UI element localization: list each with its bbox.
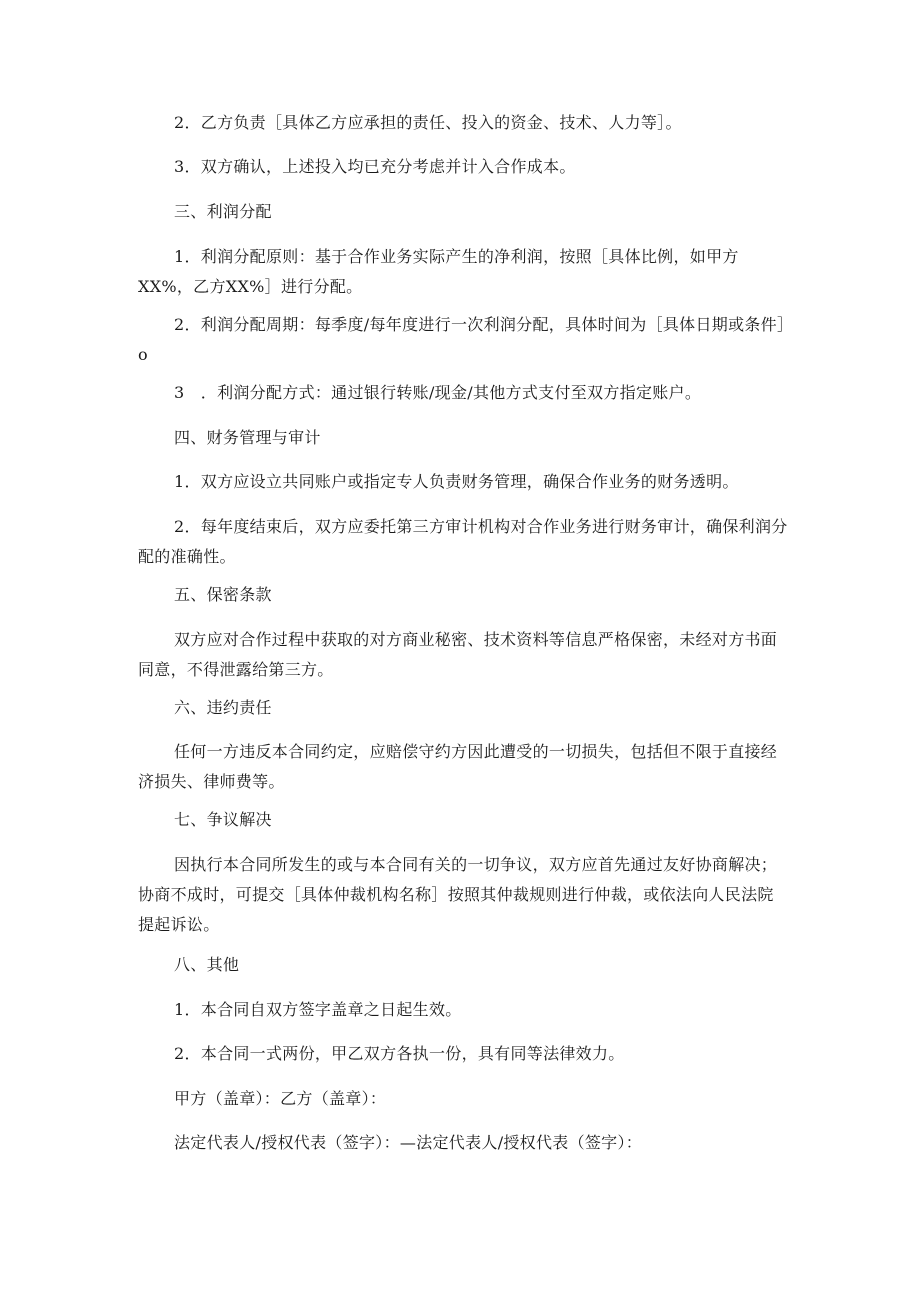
signature-representative-line: 法定代表人/授权代表（签字）：—法定代表人/授权代表（签字）：	[174, 1133, 643, 1152]
section-heading-other: 八、其他	[174, 955, 240, 974]
clause-8-2-copies: 2．本合同一式两份，甲乙双方各执一份，具有同等法律效力。	[174, 1044, 625, 1063]
section-heading-dispute-resolution: 七、争议解决	[174, 810, 272, 829]
clause-3-2-distribution-period: 2．利润分配周期：每季度/每年度进行一次利润分配，具体时间为［具体日期或条件］o	[138, 315, 786, 364]
section-heading-breach-liability: 六、违约责任	[174, 698, 272, 717]
section-heading-profit-distribution: 三、利润分配	[174, 202, 272, 221]
confidentiality-text: 双方应对合作过程中获取的对方商业秘密、技术资料等信息严格保密，未经对方书面同意，不得泄露给第三方。	[138, 630, 778, 679]
signature-seal-line: 甲方（盖章）：乙方（盖章）：	[174, 1089, 387, 1108]
clause-3-3-distribution-method: 3 ．利润分配方式：通过银行转账/现金/其他方式支付至双方指定账户。	[174, 383, 702, 402]
clause-4-2-annual-audit: 2．每年度结束后，双方应委托第三方审计机构对合作业务进行财务审计，确保利润分配的准确性。	[138, 517, 788, 566]
clause-2-3-confirmation: 3．双方确认，上述投入均已充分考虑并计入合作成本。	[174, 157, 576, 176]
clause-8-1-effective-date: 1．本合同自双方签字盖章之日起生效。	[174, 1000, 462, 1019]
clause-2-2-party-b-responsibility: 2．乙方负责［具体乙方应承担的责任、投入的资金、技术、人力等］。	[174, 113, 682, 132]
clause-4-1-joint-account: 1．双方应设立共同账户或指定专人负责财务管理，确保合作业务的财务透明。	[174, 472, 739, 491]
dispute-resolution-text: 因执行本合同所发生的或与本合同有关的一切争议，双方应首先通过友好协商解决；协商不成时，可提交［具体仲裁机构名称］按照其仲裁规则进行仲裁，或依法向人民法院提起诉讼。	[138, 855, 778, 934]
breach-liability-text: 任何一方违反本合同约定，应赔偿守约方因此遭受的一切损失，包括但不限于直接经济损失、律师费等。	[138, 742, 778, 791]
section-heading-finance-audit: 四、财务管理与审计	[174, 428, 321, 447]
clause-3-1-distribution-principle: 1．利润分配原则：基于合作业务实际产生的净利润，按照［具体比例，如甲方XX%，乙方XX%］进行分配。	[138, 247, 739, 296]
section-heading-confidentiality: 五、保密条款	[174, 585, 272, 604]
